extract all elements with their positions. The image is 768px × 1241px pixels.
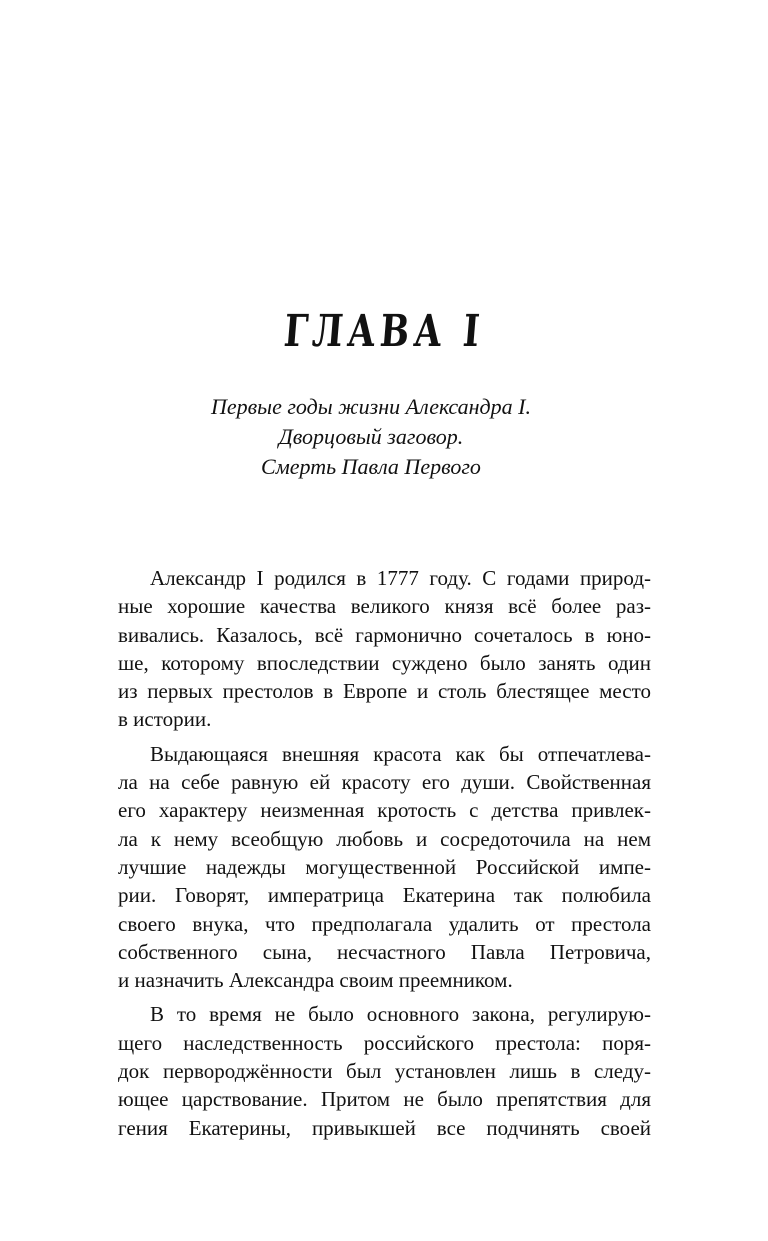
text-line: вивались. Казалось, всё гармонично сочеталось в юно- xyxy=(118,622,651,647)
text-line: своего внука, что предполагала удалить от престола xyxy=(118,911,651,936)
paragraph-2 xyxy=(118,740,651,995)
text-line: гения Екатерины, привыкшей все подчинять своей xyxy=(118,1115,651,1140)
text-line: лучшие надежды могущественной Российской импе- xyxy=(118,854,651,879)
text-line: собственного сына, несчастного Павла Петровича, xyxy=(118,939,651,964)
chapter-title: ГЛАВА I xyxy=(282,306,486,357)
chapter-subtitle xyxy=(0,392,742,482)
paragraph-1 xyxy=(118,564,651,734)
text-line: Выдающаяся внешняя красота как бы отпечатлева- xyxy=(150,741,651,766)
text-line: Александр I родился в 1777 году. С годами природ- xyxy=(150,566,651,590)
text-line: его характеру неизменная кротость с детства привлек- xyxy=(118,798,651,823)
text-line: ше, которому впоследствии суждено было занять один xyxy=(118,650,651,675)
text-line: ющее царствование. Притом не было препятствия для xyxy=(118,1087,651,1112)
text-line: В то время не было основного закона, регулирую- xyxy=(150,1002,651,1027)
subtitle-line: Смерть Павла Первого xyxy=(261,454,481,479)
text-line: из первых престолов в Европе и столь блестящее место xyxy=(118,679,651,704)
text-line: щего наследственность российского престола: поря- xyxy=(118,1030,651,1055)
text-line: док первороджённости был установлен лишь в следу- xyxy=(118,1059,651,1084)
body-text xyxy=(118,564,651,1148)
text-line: ла к нему всеобщую любовь и сосредоточила на нем xyxy=(118,826,651,851)
subtitle-line: Дворцовый заговор. xyxy=(278,424,464,449)
text-line: и назначить Александра своим преемником. xyxy=(118,968,513,993)
text-line: в истории. xyxy=(118,707,212,732)
text-line: ла на себе равную ей красоту его души. Свойственная xyxy=(118,770,651,795)
text-line: ные хорошие качества великого князя всё более раз- xyxy=(118,594,651,619)
subtitle-line: Первые годы жизни Александра I. xyxy=(210,394,531,419)
text-line: рии. Говорят, императрица Екатерина так полюбила xyxy=(118,883,651,908)
paragraph-3 xyxy=(118,1000,651,1141)
